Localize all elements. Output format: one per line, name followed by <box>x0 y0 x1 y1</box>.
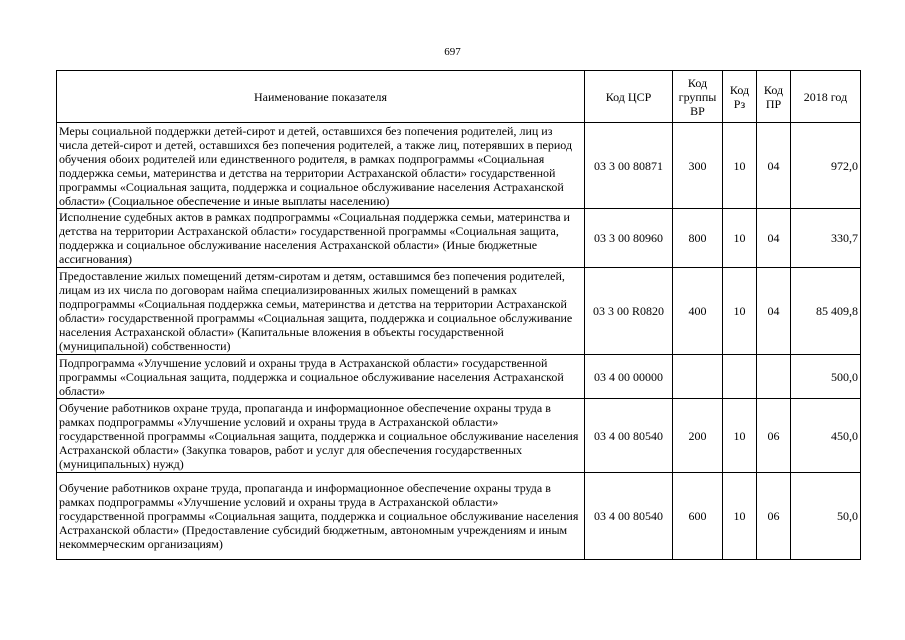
row-csr: 03 3 00 80871 <box>585 123 673 209</box>
row-csr: 03 4 00 80540 <box>585 399 673 473</box>
table-header-row <box>57 71 861 123</box>
row-pr: 06 <box>757 473 791 560</box>
table-row <box>57 355 861 399</box>
header-rz: Код Рз <box>723 71 757 123</box>
budget-table <box>56 70 861 560</box>
row-name: Предоставление жилых помещений детям-сиротам и детям, оставшимся без попечения родителей, лицам из их числа по договорам найма специализированных жилых помещений в рамках подпрограммы «Социальная поддержка семьи, материнства и детства на территории Астраханской области» государственной программы «Социальная защита, поддержка и социальное обслуживание населения Астраханской области» (Капитальные вложения в объекты государственной (муниципальной) собственности) <box>57 268 585 355</box>
row-csr: 03 4 00 80540 <box>585 473 673 560</box>
row-rz: 10 <box>723 399 757 473</box>
row-pr: 04 <box>757 209 791 268</box>
row-name: Исполнение судебных актов в рамках подпрограммы «Социальная поддержка семьи, материнства и детства на территории Астраханской области» государственной программы «Социальная защита, поддержка и социальное обслуживание населения Астраханской области» (Иные бюджетные ассигнования) <box>57 209 585 268</box>
row-amount: 972,0 <box>791 123 861 209</box>
table-row <box>57 399 861 473</box>
row-name: Обучение работников охране труда, пропаганда и информационное обеспечение охраны труда в рамках подпрограммы «Улучшение условий и охраны труда в Астраханской области» государственной программы «Социальная защита, поддержка и социальное обслуживание населения Астраханской области» (Предоставление субсидий бюджетным, автономным учреждениям и иным некоммерческим организациям) <box>57 473 585 560</box>
row-csr: 03 4 00 00000 <box>585 355 673 399</box>
row-vr: 200 <box>673 399 723 473</box>
row-csr: 03 3 00 80960 <box>585 209 673 268</box>
row-amount: 330,7 <box>791 209 861 268</box>
row-pr: 06 <box>757 399 791 473</box>
row-rz: 10 <box>723 209 757 268</box>
row-vr: 600 <box>673 473 723 560</box>
row-vr: 800 <box>673 209 723 268</box>
row-amount: 500,0 <box>791 355 861 399</box>
table-row <box>57 209 861 268</box>
row-vr: 400 <box>673 268 723 355</box>
table-row <box>57 123 861 209</box>
row-vr <box>673 355 723 399</box>
header-pr: Код ПР <box>757 71 791 123</box>
page-number: 697 <box>444 46 461 58</box>
row-rz: 10 <box>723 268 757 355</box>
row-csr: 03 3 00 R0820 <box>585 268 673 355</box>
row-pr: 04 <box>757 268 791 355</box>
row-name: Подпрограмма «Улучшение условий и охраны труда в Астраханской области» государственной программы «Социальная защита, поддержка и социальное обслуживание населения Астраханской области» <box>57 355 585 399</box>
header-csr: Код ЦСР <box>585 71 673 123</box>
table-row <box>57 473 861 560</box>
row-rz: 10 <box>723 123 757 209</box>
header-name: Наименование показателя <box>57 71 585 123</box>
row-amount: 50,0 <box>791 473 861 560</box>
row-name: Обучение работников охране труда, пропаганда и информационное обеспечение охраны труда в рамках подпрограммы «Улучшение условий и охраны труда в Астраханской области» государственной программы «Социальная защита, поддержка и социальное обслуживание населения Астраханской области» (Закупка товаров, работ и услуг для обеспечения государственных (муниципальных) нужд) <box>57 399 585 473</box>
row-pr <box>757 355 791 399</box>
table-row <box>57 268 861 355</box>
row-pr: 04 <box>757 123 791 209</box>
row-rz <box>723 355 757 399</box>
header-vr: Код группы ВР <box>673 71 723 123</box>
row-vr: 300 <box>673 123 723 209</box>
row-amount: 85 409,8 <box>791 268 861 355</box>
row-rz: 10 <box>723 473 757 560</box>
header-year: 2018 год <box>791 71 861 123</box>
row-name: Меры социальной поддержки детей-сирот и детей, оставшихся без попечения родителей, лиц из числа детей-сирот и детей, оставшихся без попечения родителей, а также лиц, потерявших в период обучения обоих родителей или единственного родителя, в рамках подпрограммы «Социальная поддержка семьи, материнства и детства на территории Астраханской области» государственной программы «Социальная защита, поддержка и социальное обслуживание населения Астраханской области» (Социальное обеспечение и иные выплаты населению) <box>57 123 585 209</box>
row-amount: 450,0 <box>791 399 861 473</box>
